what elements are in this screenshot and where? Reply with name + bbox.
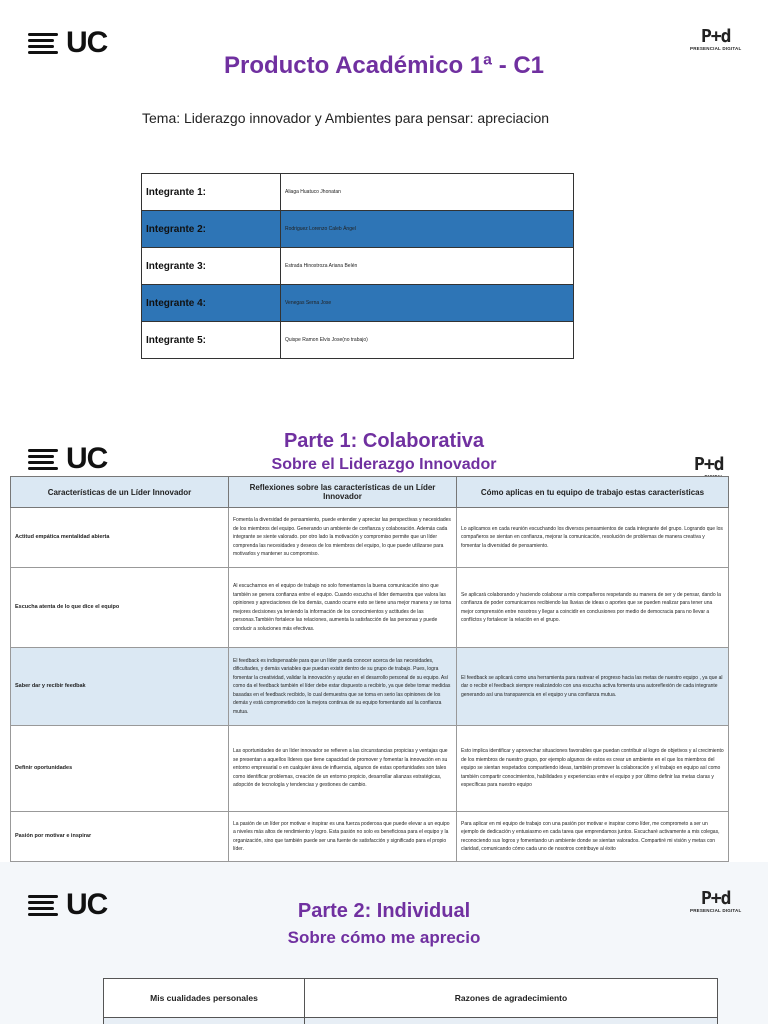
section-subtitle: Sobre cómo me aprecio <box>287 928 481 947</box>
member-label: Integrante 5: <box>142 322 281 359</box>
member-name: Quispe Ramon Elvis Jose(no trabajo) <box>281 322 574 359</box>
column-header: Razones de agradecimiento <box>305 979 718 1018</box>
trait-cell: Actitud empática mentalidad abierta <box>11 508 229 568</box>
trait-cell: Saber dar y recibir feedbak <box>11 648 229 726</box>
member-row <box>142 285 574 322</box>
column-header: Mis cualidades personales <box>104 979 305 1018</box>
member-name: Aliaga Huatuco Jhonatan <box>281 174 574 211</box>
table-row <box>11 508 729 568</box>
quality-cell <box>104 1018 305 1024</box>
pd-logo-sub: PRESENCIAL DIGITAL <box>690 46 742 51</box>
member-label: Integrante 4: <box>142 285 281 322</box>
qualities-table <box>103 978 718 1024</box>
section-title: Parte 1: Colaborativa <box>283 430 485 452</box>
reflection-cell: El feedback es indispensable para que un líder pueda conocer acerca de las necesidades, dificultades, y demás variables que puedan existir dentro de su grupo de trabajo. Pues, logra fomentar la creatividad, validar la innovación y ayudar en el desarrollo personal de su equipo. Así como da el feedback también el líder debe estar dispuesto a recibirlo, ya que debe tomar medidas basadas en el feedback recibido, lo cual demuestra que se toma en serio las opiniones de los demás y está comprometido con la mejora continua de su equipo fomentando así la confianza mutua. <box>229 648 457 726</box>
table-row <box>11 568 729 648</box>
member-label: Integrante 2: <box>142 211 281 248</box>
member-name: Estrada Hinostroza Ariana Belén <box>281 248 574 285</box>
member-row <box>142 322 574 359</box>
table-row <box>11 648 729 726</box>
slide-cover <box>0 0 768 400</box>
application-cell: El feedback se aplicará como una herramienta para rastrear el progreso hacia las metas de nuestro equipo , ya que al dar o recibir el feedback siempre realizándolo con una escucha activa fomenta una autoreflexión de cada integrante generando así una transparencia en el equipo y una confianza mutua. <box>457 648 729 726</box>
trait-cell: Definir oportunidades <box>11 726 229 812</box>
column-header: Características de un Líder Innovador <box>11 477 229 508</box>
pd-logo-mark: P+d <box>700 26 731 47</box>
pd-logo <box>690 28 741 51</box>
member-name: Venegas Serna Jose <box>281 285 574 322</box>
reflection-cell: La pasión de un líder por motivar e inspirar es una fuerza poderosa que puede elevar a un equipo a niveles más altos de rendimiento y logro. Esta pasión no solo es beneficiosa para el equipo y la organización, sino que también puede ser una fuente de satisfacción y significado para el propio líder. <box>229 812 457 862</box>
table-header-row <box>11 477 729 508</box>
member-row <box>142 248 574 285</box>
section-subtitle: Sobre el Liderazgo Innovador <box>271 456 497 473</box>
reflection-cell: Las oportunidades de un líder innovador se refieren a las circunstancias propicias y ventajas que se presentan a aquellos líderes que tiene capacidad de promover y fomentar la innovación en su entorno empresarial o en cualquier área de influencia, algunos de estas oportunidades son tales como identificar problemas, creación de un entorno propicio, desarrollar alianzas estratégicas, adopción de tecnología y tendencias y gestiones de cambio. <box>229 726 457 812</box>
reflection-cell: Fomenta la diversidad de pensamiento, puede entender y apreciar las perspectivas y necesidades de los miembros del equipo. Generando un ambiente de confianza y colaboración. Además cada integrante se siente valorado. por otro lado la motivación y compromiso permite que un líder comprenda las necesidades y deseos de los miembros del equipo, lo que puede utilizarse para motivarlos y mantener su compromiso. <box>229 508 457 568</box>
members-table <box>141 173 574 359</box>
trait-cell: Pasión por motivar e inspirar <box>11 812 229 862</box>
trait-cell: Escucha atenta de lo que dice el equipo <box>11 568 229 648</box>
reflection-cell: Al escucharnos en el equipo de trabajo no solo fomentamos la buena comunicación sino que también se genera confianza entre el equipo. Cuando escucha el líder demuestra que valora las opiniones y apreciaciones de los demás, cuando ocurre esto se tiene una mejor manera y se toma mejores decisiones ya teniendo la información de los conocimientos y actitudes de las personas.También fortalece las relaciones, aumenta la satisfacción de las personas y puede conducir a soluciones más efectivas. <box>229 568 457 648</box>
pd-logo-mark: P+d <box>694 454 724 475</box>
member-row <box>142 211 574 248</box>
table-header-row <box>104 979 718 1018</box>
slide-part1 <box>0 420 768 862</box>
topic-text: Tema: Liderazgo innovador y Ambientes para pensar: apreciacion <box>142 110 550 126</box>
table-row <box>11 726 729 812</box>
table-row <box>104 1018 718 1024</box>
reason-cell <box>305 1018 718 1024</box>
uc-logo-text: UC <box>66 442 108 475</box>
application-cell: Esto implica identificar y aprovechar situaciones favorables que puedan contribuir al logro de objetivos y al crecimiento de los miembros de nuestro grupo, por ejemplo algunos de estos es crear un ambiente en el que los miembros del equipo se sientan respetados compartiendo ideas, también promover la colaboración y el trabajo en equipo así como también compartir conocimientos, habilidades y experiencias entre el equipo y por último definir las metas claras y específicas para nuestro equipo <box>457 726 729 812</box>
member-row <box>142 174 574 211</box>
slide-part2 <box>0 862 768 1024</box>
pd-logo-sub: PRESENCIAL DIGITAL <box>690 908 742 913</box>
application-cell: Para aplicar en mi equipo de trabajo con una pasión por motivar e inspirar como líder, me comprometo a ser un ejemplo de dedicación y entusiasmo en cada tarea que emprendamos juntos. Escucharé activamente a mis colegas, reconociendo sus logros y fomentando un ambiente donde se sientan valorados. Compartiré mi visión y metas con claridad, comunicando cómo cada uno de nosotros contribuye al éxito <box>457 812 729 862</box>
leadership-table <box>10 476 729 862</box>
application-cell: Se aplicará colaborando y haciendo colaborar a mis compañeros respetando su manera de ser y de pensar, dando la confianza de poder comunicarnos recibiendo las lluvias de ideas o aportes que se pueden realizar para tener una mejor comprensión entre nosotros y llegar a coincidir en conclusiones por medio de democracia para no llevar a conflictos y fortalecer la relación en el grupo. <box>457 568 729 648</box>
application-cell: Lo aplicamos en cada reunión escuchando los diversos pensamientos de cada integrante del grupo. Logrando que los compañeros se sientan en confianza, mejorar la comunicación, resolución de problemas de manera creativa y fomentar la diversidad de pensamiento. <box>457 508 729 568</box>
uc-logo-text: UC <box>66 888 108 921</box>
table-row <box>11 812 729 862</box>
member-name: Rodriguez Lorenzo Caleb Ángel <box>281 211 574 248</box>
pd-logo-mark: P+d <box>700 888 731 909</box>
page-title: Producto Académico 1ª - C1 <box>223 52 545 79</box>
uc-logo-text: UC <box>66 26 108 59</box>
member-label: Integrante 3: <box>142 248 281 285</box>
column-header: Reflexiones sobre las características de un Líder Innovador <box>229 477 457 508</box>
section-title: Parte 2: Individual <box>297 900 471 922</box>
column-header: Cómo aplicas en tu equipo de trabajo estas características <box>457 477 729 508</box>
member-label: Integrante 1: <box>142 174 281 211</box>
